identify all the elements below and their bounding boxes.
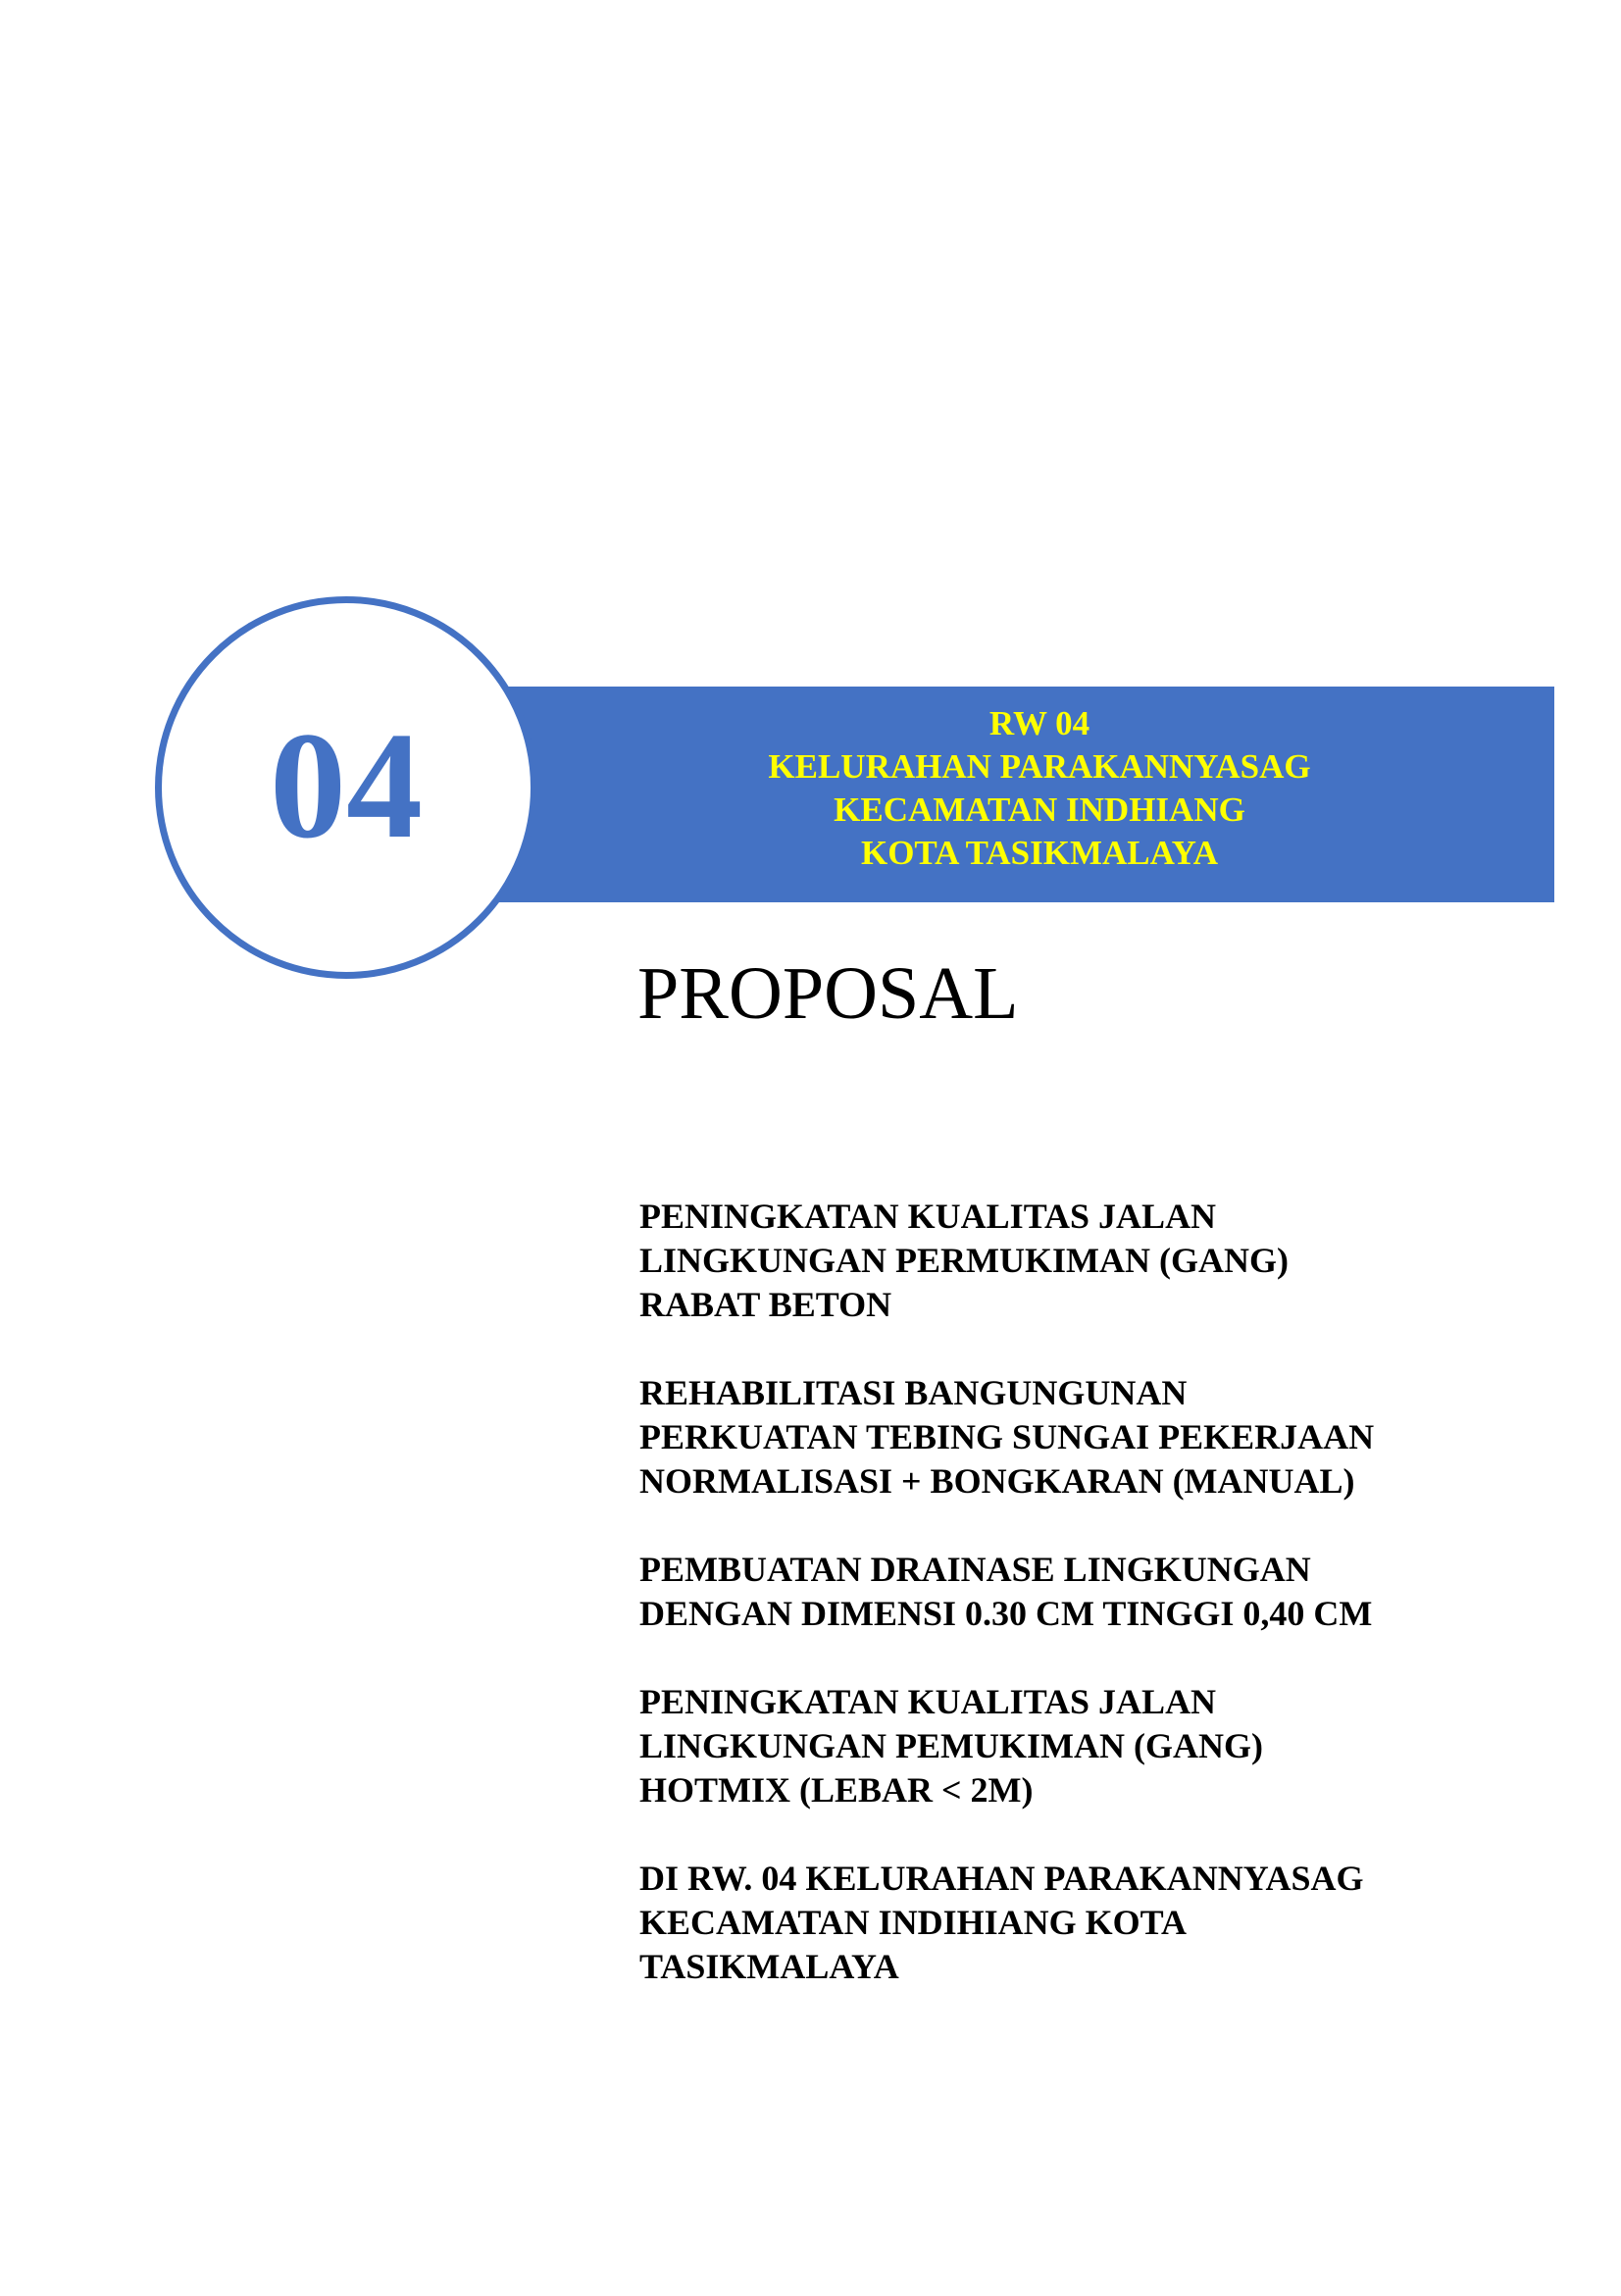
item-line: REHABILITASI BANGUNGUNAN xyxy=(639,1373,1188,1412)
item-line: PENINGKATAN KUALITAS JALAN xyxy=(639,1682,1217,1721)
banner-line-kota: KOTA TASIKMALAYA xyxy=(860,834,1219,872)
item-line: HOTMIX (LEBAR < 2M) xyxy=(639,1770,1034,1810)
banner-line-kelurahan: KELURAHAN PARAKANNYASAG xyxy=(768,747,1311,786)
item-line: TASIKMALAYA xyxy=(639,1947,899,1986)
proposal-item xyxy=(639,1195,1561,1327)
document-title: PROPOSAL xyxy=(637,952,1019,1035)
proposal-item xyxy=(639,1548,1561,1636)
item-line: RABAT BETON xyxy=(639,1285,892,1324)
banner-line-rw: RW 04 xyxy=(988,704,1090,742)
item-line: NORMALISASI + BONGKARAN (MANUAL) xyxy=(639,1461,1355,1501)
item-line: DI RW. 04 KELURAHAN PARAKANNYASAG xyxy=(639,1859,1364,1898)
proposal-items xyxy=(639,1195,1561,2033)
proposal-item xyxy=(639,1857,1561,1989)
proposal-item xyxy=(639,1680,1561,1812)
section-number: 04 xyxy=(270,700,423,870)
item-line: LINGKUNGAN PEMUKIMAN (GANG) xyxy=(639,1726,1263,1765)
item-line: KECAMATAN INDIHIANG KOTA xyxy=(639,1903,1188,1942)
banner-line-kecamatan: KECAMATAN INDHIANG xyxy=(834,791,1245,829)
item-line: PERKUATAN TEBING SUNGAI PEKERJAAN xyxy=(639,1417,1375,1456)
proposal-item xyxy=(639,1371,1561,1504)
item-line: LINGKUNGAN PERMUKIMAN (GANG) xyxy=(639,1241,1289,1280)
item-line: DENGAN DIMENSI 0.30 CM TINGGI 0,40 CM xyxy=(639,1594,1373,1633)
item-line: PEMBUATAN DRAINASE LINGKUNGAN xyxy=(639,1550,1311,1589)
banner-text xyxy=(530,702,1549,875)
item-line: PENINGKATAN KUALITAS JALAN xyxy=(639,1197,1217,1236)
number-circle xyxy=(155,596,537,979)
